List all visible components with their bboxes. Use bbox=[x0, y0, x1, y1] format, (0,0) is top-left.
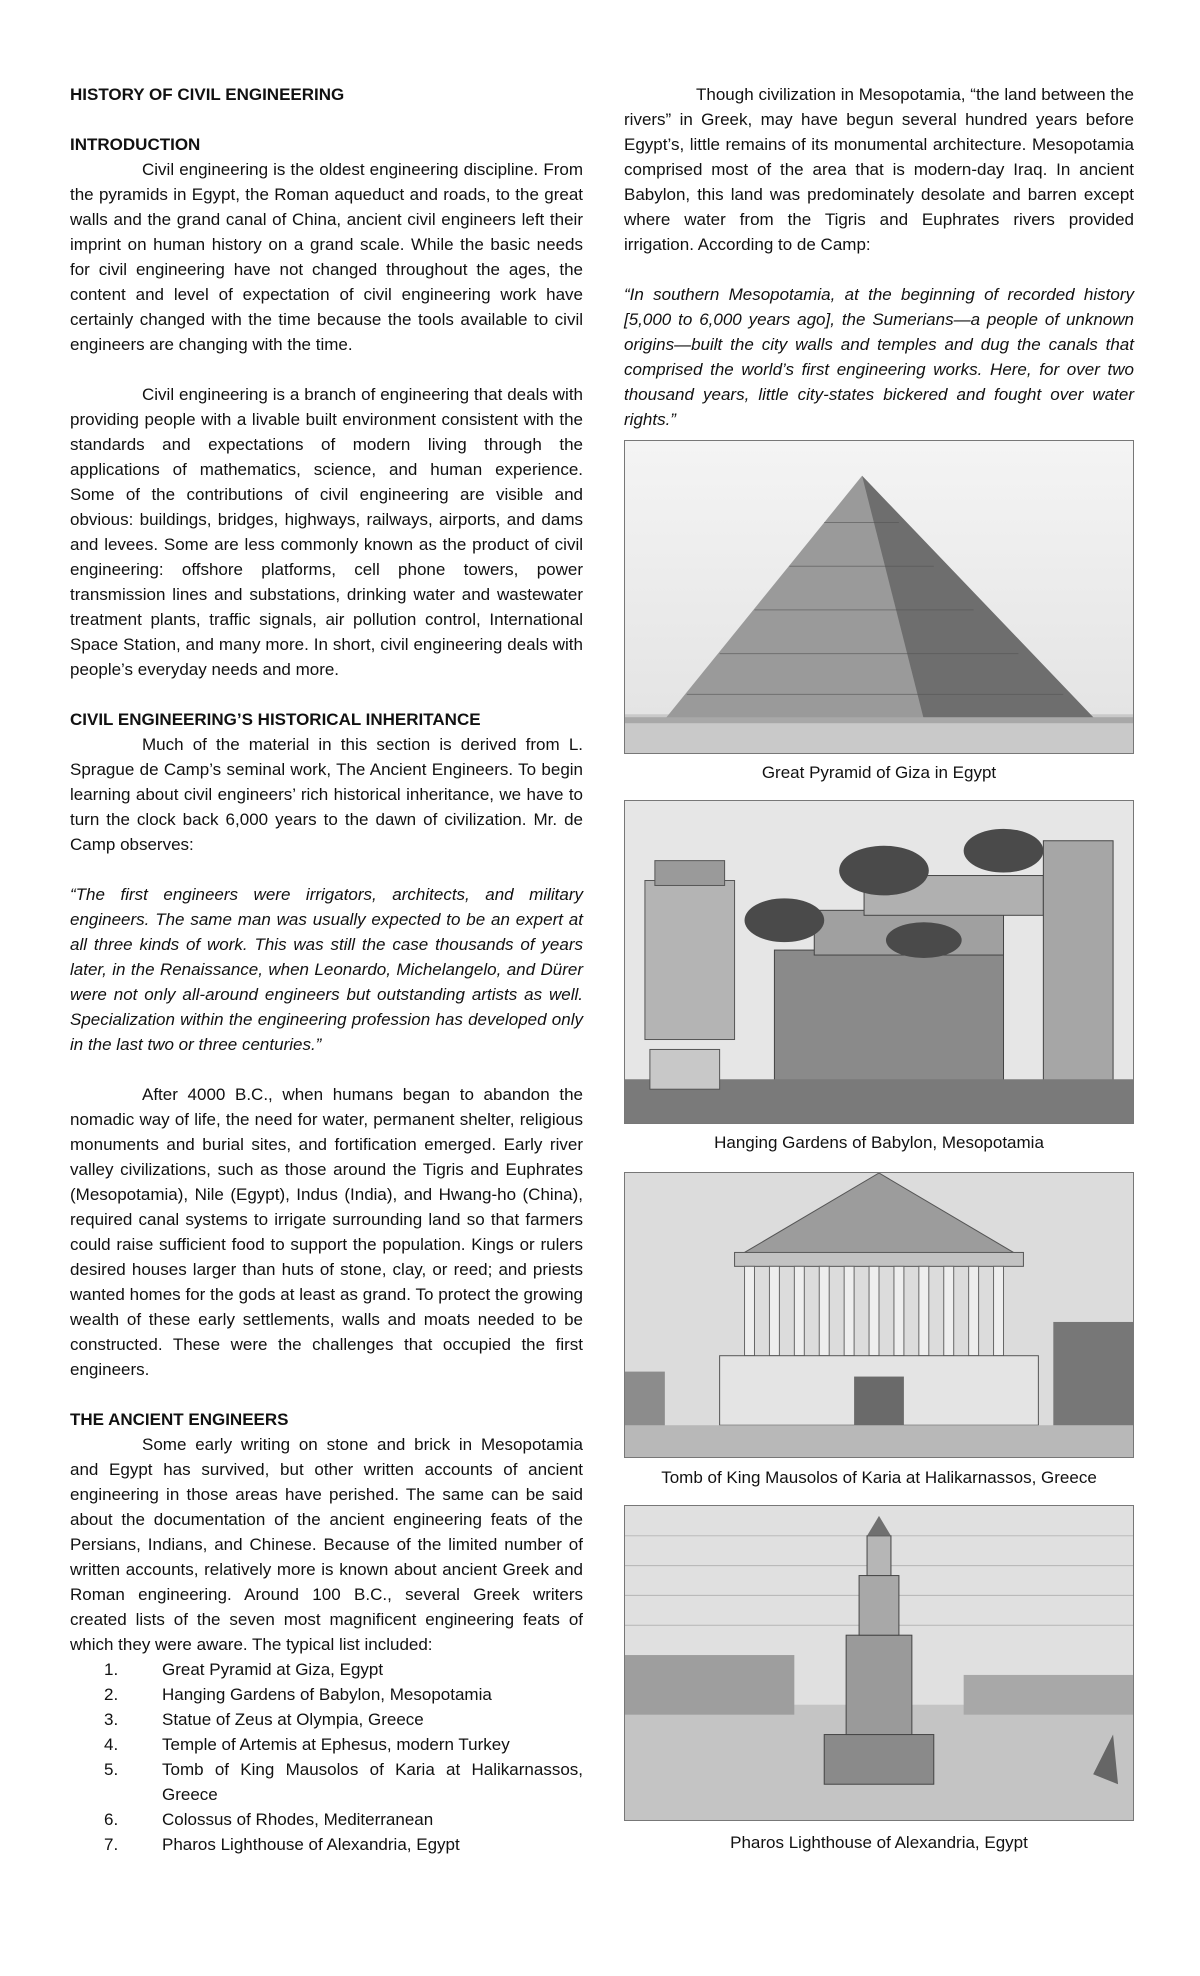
introduction-heading: INTRODUCTION bbox=[70, 135, 201, 154]
intro-paragraph-2: Civil engineering is a branch of engineering that deals with providing people with a livable built environment consistent with the standards and expectations of modern living through the applications of mathematics, science, and human experience. Some of the contributions of civil engineering are visible and obvious: buildings, bridges, highways, railways, airports, and dams and levees. Some are less commonly known as the product of civil engineering: offshore platforms, cell phone towers, power transmission lines and substations, drinking water and wastewater treatment plants, traffic signals, air pollution control, International Space Station, and many more. In short, civil engineering deals with people’s everyday needs and more. bbox=[70, 385, 583, 679]
hanging-gardens-illustration bbox=[624, 800, 1134, 1124]
mausoleum-photo bbox=[624, 1172, 1134, 1458]
caption-mausoleum: Tomb of King Mausolos of Karia at Halikarnassos, Greece bbox=[661, 1468, 1097, 1487]
intro-paragraph-1: Civil engineering is the oldest engineering discipline. From the pyramids in Egypt, the Roman aqueduct and roads, to the great walls and the grand canal of China, ancient civil engineers left their imprint on human history on a grand scale. While the basic needs for civil engineering have not changed throughout the ages, the content and level of expectation of civil engineering work have certainly changed with the time because the tools available to civil engineers are changing with the time. bbox=[70, 160, 583, 354]
inheritance-paragraph-2: After 4000 B.C., when humans began to abandon the nomadic way of life, the need for water, permanent shelter, religious monuments and burial sites, and fortification emerged. Early river valley civilizations, such as those around the Tigris and Euphrates (Mesopotamia), Nile (Egypt), Indus (India), and Hwang-ho (China), required canal systems to irrigate surrounding land so that farmers could raise sufficient food to support the population. Kings or rulers desired houses larger than huts of stone, clay, or reed; and priests wanted homes for the gods at least as grand. To protect the growing wealth of these early settlements, walls and moats needed to be constructed. These were the challenges that occupied the first engineers. bbox=[70, 1085, 583, 1379]
list-item: 6. Colossus of Rhodes, Mediterranean bbox=[104, 1810, 434, 1829]
ancient-engineers-heading: THE ANCIENT ENGINEERS bbox=[70, 1410, 289, 1429]
list-item: 1. Great Pyramid at Giza, Egypt bbox=[104, 1660, 384, 1679]
lighthouse-engraving bbox=[624, 1505, 1134, 1821]
list-item: 7. Pharos Lighthouse of Alexandria, Egypt bbox=[104, 1835, 460, 1854]
inheritance-paragraph-1: Much of the material in this section is derived from L. Sprague de Camp’s seminal work, The Ancient Engineers. To begin learning about civil engineers’ rich historical inheritance, we have to turn the clock back 6,000 years to the dawn of civilization. Mr. de Camp observes: bbox=[70, 735, 583, 854]
right-column bbox=[624, 82, 1134, 432]
list-item: 2. Hanging Gardens of Babylon, Mesopotamia bbox=[104, 1685, 492, 1704]
document-title: HISTORY OF CIVIL ENGINEERING bbox=[70, 85, 345, 104]
caption-lighthouse: Pharos Lighthouse of Alexandria, Egypt bbox=[730, 1833, 1028, 1852]
caption-pyramid: Great Pyramid of Giza in Egypt bbox=[761, 763, 997, 782]
list-item: 5. Tomb of King Mausolos of Karia at Halikarnassos, Greece bbox=[104, 1760, 583, 1804]
caption-hanging-gardens: Hanging Gardens of Babylon, Mesopotamia bbox=[714, 1133, 1044, 1152]
inheritance-heading: CIVIL ENGINEERING’S HISTORICAL INHERITANCE bbox=[70, 710, 481, 729]
mesopotamia-paragraph: Though civilization in Mesopotamia, “the land between the rivers” in Greek, may have begun several hundred years before Egypt’s, little remains of its monumental architecture. Mesopotamia comprised most of the area that is modern-day Iraq. In ancient Babylon, this land was predominately desolate and barren except where water from the Tigris and Euphrates rivers provided irrigation. According to de Camp: bbox=[624, 85, 1134, 254]
list-item: 4. Temple of Artemis at Ephesus, modern Turkey bbox=[104, 1735, 510, 1754]
seven-wonders-list bbox=[70, 1657, 583, 1857]
de-camp-quote-1: “The first engineers were irrigators, architects, and military engineers. The same man was usually expected to be an expert at all three kinds of work. This was still the case thousands of years later, in the Renaissance, when Leonardo, Michelangelo, and Dürer were not only all-around engineers but outstanding artists as well. Specialization within the engineering profession has developed only in the last two or three centuries.” bbox=[70, 885, 583, 1054]
list-item: 3. Statue of Zeus at Olympia, Greece bbox=[104, 1710, 424, 1729]
left-column bbox=[70, 82, 583, 1857]
pyramid-photo bbox=[624, 440, 1134, 754]
de-camp-quote-2: “In southern Mesopotamia, at the beginning of recorded history [5,000 to 6,000 years ago], the Sumerians—a people of unknown origins—built the city walls and temples and dug the canals that comprised the world’s first engineering works. Here, for over two thousand years, little city-states bickered and fought over water rights.” bbox=[624, 285, 1134, 429]
ancient-paragraph-1: Some early writing on stone and brick in Mesopotamia and Egypt has survived, but other written accounts of ancient engineering in those areas have perished. The same can be said about the documentation of the ancient engineering feats of the Persians, Indians, and Chinese. Because of the limited number of written accounts, relatively more is known about ancient Greek and Roman engineering. Around 100 B.C., several Greek writers created lists of the seven most magnificent engineering feats of which they were aware. The typical list included: bbox=[70, 1435, 583, 1654]
